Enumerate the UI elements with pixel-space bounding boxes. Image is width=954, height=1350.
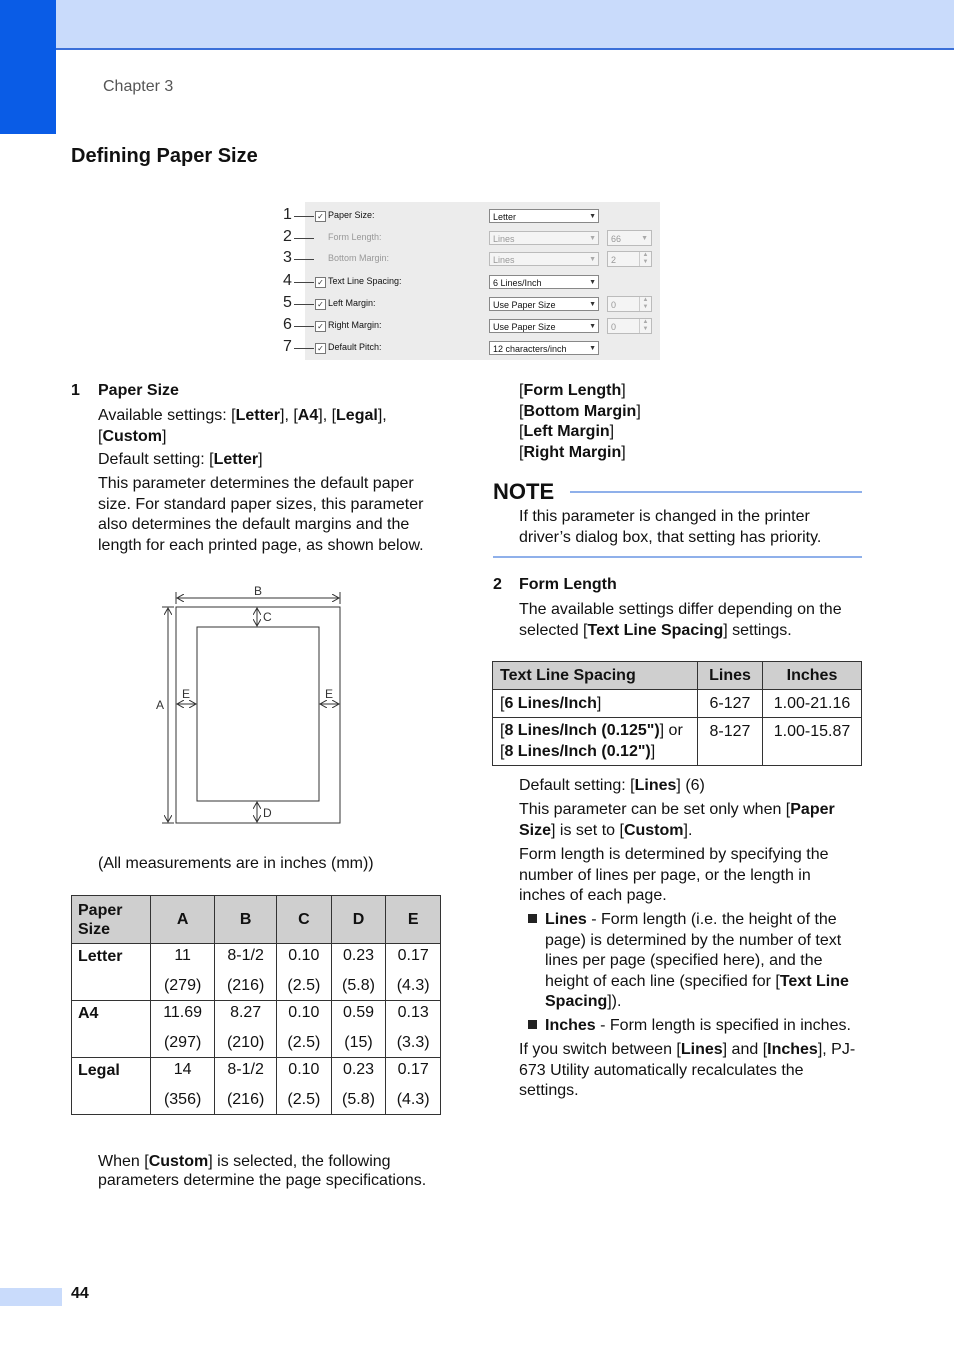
cell-dimension — [277, 944, 332, 1001]
cell-dimension — [331, 1058, 386, 1115]
value-mm: (5.8) — [342, 977, 375, 994]
setting-dropdown[interactable] — [489, 231, 599, 245]
cell-dimension — [215, 944, 277, 1001]
checkbox[interactable]: ✓ — [315, 211, 326, 222]
value-inches: 0.10 — [288, 1004, 320, 1021]
dropdown-value: 12 characters/inch — [493, 344, 567, 354]
callout-number: 2 — [283, 228, 292, 245]
value-mm: (4.3) — [396, 1091, 430, 1108]
custom-param: [Left Margin] — [519, 423, 615, 440]
item2-title: Form Length — [519, 576, 617, 593]
value-inches: 0.23 — [342, 1061, 375, 1078]
chevron-down-icon: ▼ — [641, 235, 648, 242]
label-a: A — [156, 698, 165, 712]
callout-number: 3 — [283, 249, 292, 266]
callout-number: 1 — [283, 206, 292, 223]
cell-inches: 1.00-21.16 — [763, 690, 862, 718]
item2-only-when: This parameter can be set only when [Paper Size] is set to [Custom]. — [519, 801, 835, 839]
paper-dimension-diagram — [150, 580, 350, 830]
checkbox[interactable]: ✓ — [315, 321, 326, 332]
item1-title: Paper Size — [98, 382, 179, 399]
setting-spinner[interactable] — [607, 296, 652, 312]
col-header: A — [151, 896, 215, 944]
setting-label: Form Length: — [328, 232, 382, 242]
col-header: Lines — [698, 662, 763, 690]
measurement-note: (All measurements are in inches (mm)) — [98, 855, 374, 872]
table-row — [493, 690, 862, 718]
item1-available: Available settings: [Letter], [A4], [Legal], [Custom] — [98, 407, 387, 445]
value-inches: 8-1/2 — [227, 947, 264, 964]
chevron-down-icon: ▼ — [589, 235, 596, 242]
custom-param: [Right Margin] — [519, 443, 626, 461]
callout-line — [294, 348, 314, 349]
setting-spinner[interactable] — [607, 230, 652, 246]
value-mm: (5.8) — [342, 1091, 375, 1108]
value-inches: 0.10 — [288, 947, 320, 964]
bullet-marker — [528, 914, 537, 923]
value-mm: (297) — [163, 1034, 202, 1051]
cell-dimension — [331, 944, 386, 1001]
col-header: C — [277, 896, 332, 944]
value-inches: 0.17 — [397, 947, 429, 964]
setting-label: Right Margin: — [328, 320, 382, 330]
custom-paragraph: When [Custom] is selected, the following parameters determine the page specifications. — [98, 1153, 427, 1189]
chevron-down-icon: ▼ — [589, 256, 596, 263]
spinner-value: 66 — [611, 234, 622, 244]
setting-label: Left Margin: — [328, 298, 376, 308]
cell-dimension — [331, 1001, 386, 1058]
chapter-label: Chapter 3 — [103, 78, 174, 95]
value-mm: (216) — [226, 977, 265, 994]
value-inches: 0.17 — [397, 1061, 429, 1078]
spinner-value: 0 — [611, 300, 617, 310]
item2-number: 2 — [493, 576, 502, 593]
setting-dropdown[interactable] — [489, 275, 599, 289]
chevron-down-icon: ▼ — [589, 345, 596, 352]
dropdown-value: Use Paper Size — [493, 322, 556, 332]
chapter-tab — [0, 0, 56, 134]
item1-default: Default setting: [Letter] — [98, 451, 263, 468]
label-e-right: E — [325, 687, 334, 701]
paper-size-table — [71, 895, 441, 1115]
setting-label: Bottom Margin: — [328, 253, 390, 263]
col-header: Paper Size — [72, 896, 151, 944]
value-inches: 14 — [173, 1061, 192, 1078]
value-mm: (2.5) — [287, 1034, 321, 1051]
setting-label: Text Line Spacing: — [328, 276, 402, 286]
setting-dropdown[interactable] — [489, 252, 599, 266]
value-inches: 0.59 — [342, 1004, 375, 1021]
dropdown-value: 6 Lines/Inch — [493, 278, 542, 288]
item2-intro: The available settings differ depending on the selected [Text Line Spacing] settings. — [519, 601, 842, 639]
cell-dimension — [151, 1058, 215, 1115]
section-title: Defining Paper Size — [71, 145, 258, 167]
footer-bar — [0, 1288, 62, 1306]
note-text: If this parameter is changed in the printer driver’s dialog box, that setting has priority. — [519, 508, 822, 546]
setting-dropdown[interactable] — [489, 297, 599, 311]
cell-dimension — [386, 1058, 441, 1115]
setting-dropdown[interactable] — [489, 341, 599, 355]
col-header: Inches — [763, 662, 862, 690]
cell-inches: 1.00-15.87 — [763, 718, 862, 766]
table-row — [72, 944, 441, 1001]
checkbox[interactable]: ✓ — [315, 343, 326, 354]
callout-number: 6 — [283, 316, 292, 333]
value-mm: (3.3) — [396, 1034, 430, 1051]
setting-dropdown[interactable] — [489, 209, 599, 223]
setting-label: Paper Size: — [328, 210, 375, 220]
dropdown-value: Use Paper Size — [493, 300, 556, 310]
cell-dimension — [151, 1001, 215, 1058]
spin-down-icon[interactable]: ▼ — [639, 259, 651, 266]
spin-down-icon[interactable]: ▼ — [639, 304, 651, 311]
chevron-down-icon: ▼ — [589, 213, 596, 220]
cell-dimension — [215, 1001, 277, 1058]
cell-lines: 8-127 — [698, 718, 763, 766]
custom-param-list — [519, 381, 641, 463]
table-row — [72, 1001, 441, 1058]
cell-dimension — [277, 1001, 332, 1058]
cell-dimension — [386, 1001, 441, 1058]
callout-number: 7 — [283, 338, 292, 355]
label-b: B — [254, 584, 263, 598]
callout-line — [294, 282, 314, 283]
label-e-left: E — [182, 687, 191, 701]
value-mm: (2.5) — [287, 1091, 321, 1108]
item1-number: 1 — [71, 382, 80, 399]
value-mm: (356) — [163, 1091, 202, 1108]
item2-determined: Form length is determined by specifying the number of lines per page, or the length in inches of each page. — [519, 846, 829, 904]
value-inches: 8-1/2 — [227, 1061, 264, 1078]
value-mm: (4.3) — [396, 977, 430, 994]
value-mm: (210) — [226, 1034, 265, 1051]
setting-label: Default Pitch: — [328, 342, 382, 352]
value-mm: (216) — [226, 1091, 265, 1108]
spinner-value: 2 — [611, 255, 617, 265]
callout-number: 5 — [283, 294, 292, 311]
cell-dimension — [277, 1058, 332, 1115]
line-spacing-table — [492, 661, 862, 766]
checkbox[interactable]: ✓ — [315, 277, 326, 288]
cell-paper-name: A4 — [72, 1001, 151, 1058]
chevron-down-icon: ▼ — [589, 323, 596, 330]
item2-default: Default setting: [Lines] (6) — [519, 777, 705, 794]
spinner-value: 0 — [611, 322, 617, 332]
cell-paper-name: Legal — [72, 1058, 151, 1115]
cell-lines: 6-127 — [698, 690, 763, 718]
callout-line — [294, 259, 314, 260]
table-row — [72, 1058, 441, 1115]
paper-outline — [176, 607, 340, 823]
setting-spinner[interactable] — [607, 251, 652, 267]
bullet-lines: Lines - Form length (i.e. the height of the page) is determined by the number of text lines per page (specified here), and the height of each line (specified for [Text Line Spacing]). — [545, 911, 849, 1010]
dropdown-value: Letter — [493, 212, 517, 222]
item2-switch: If you switch between [Lines] and [Inches], PJ-673 Utility automatically recalculates the settings. — [519, 1041, 856, 1099]
cell-dimension — [215, 1058, 277, 1115]
col-header: Text Line Spacing — [493, 662, 698, 690]
setting-dropdown[interactable] — [489, 319, 599, 333]
cell-dimension — [386, 944, 441, 1001]
label-c: C — [263, 610, 272, 624]
note-title: NOTE — [493, 479, 555, 504]
callout-line — [294, 304, 314, 305]
printable-area — [197, 627, 319, 801]
setting-spinner[interactable] — [607, 318, 652, 334]
cell-dimension — [151, 944, 215, 1001]
bullet-inches: Inches - Form length is specified in inches. — [545, 1017, 851, 1034]
cell-setting: [8 Lines/Inch (0.125")] or [8 Lines/Inch (0.12")] — [493, 718, 698, 766]
table-row — [493, 718, 862, 766]
chevron-down-icon: ▼ — [589, 301, 596, 308]
dropdown-value: Lines — [493, 234, 515, 244]
value-inches: 0.10 — [288, 1061, 320, 1078]
checkbox[interactable]: ✓ — [315, 299, 326, 310]
spin-up-icon[interactable]: ▲ — [639, 319, 651, 326]
note-bottom-rule — [493, 556, 862, 558]
cell-paper-name: Letter — [72, 944, 151, 1001]
custom-param: [Form Length] — [519, 382, 626, 399]
header-bar — [56, 0, 954, 50]
page-number: 44 — [71, 1285, 89, 1302]
spin-up-icon[interactable]: ▲ — [639, 297, 651, 304]
cell-setting: [6 Lines/Inch] — [493, 690, 698, 718]
callout-line — [294, 216, 314, 217]
value-inches: 11.69 — [163, 1004, 203, 1021]
value-mm: (15) — [344, 1034, 373, 1051]
callout-number: 4 — [283, 272, 292, 289]
custom-param: [Bottom Margin] — [519, 402, 641, 420]
bullet-marker — [528, 1020, 537, 1029]
value-inches: 0.13 — [397, 1004, 429, 1021]
item1-description: This parameter determines the default paper size. For standard paper sizes, this parameter also determines the default margins and the length for each printed page, as shown below. — [98, 475, 424, 554]
value-mm: (279) — [163, 977, 202, 994]
label-d: D — [263, 806, 272, 820]
spin-down-icon[interactable]: ▼ — [639, 326, 651, 333]
note-top-rule — [570, 491, 862, 493]
col-header: B — [215, 896, 277, 944]
dropdown-value: Lines — [493, 255, 515, 265]
callout-line — [294, 326, 314, 327]
chevron-down-icon: ▼ — [589, 279, 596, 286]
value-mm: (2.5) — [287, 977, 321, 994]
value-inches: 0.23 — [342, 947, 375, 964]
col-header: E — [386, 896, 441, 944]
spin-up-icon[interactable]: ▲ — [639, 252, 651, 259]
callout-line — [294, 238, 314, 239]
value-inches: 11 — [174, 947, 191, 964]
col-header: D — [331, 896, 386, 944]
value-inches: 8.27 — [230, 1004, 262, 1021]
